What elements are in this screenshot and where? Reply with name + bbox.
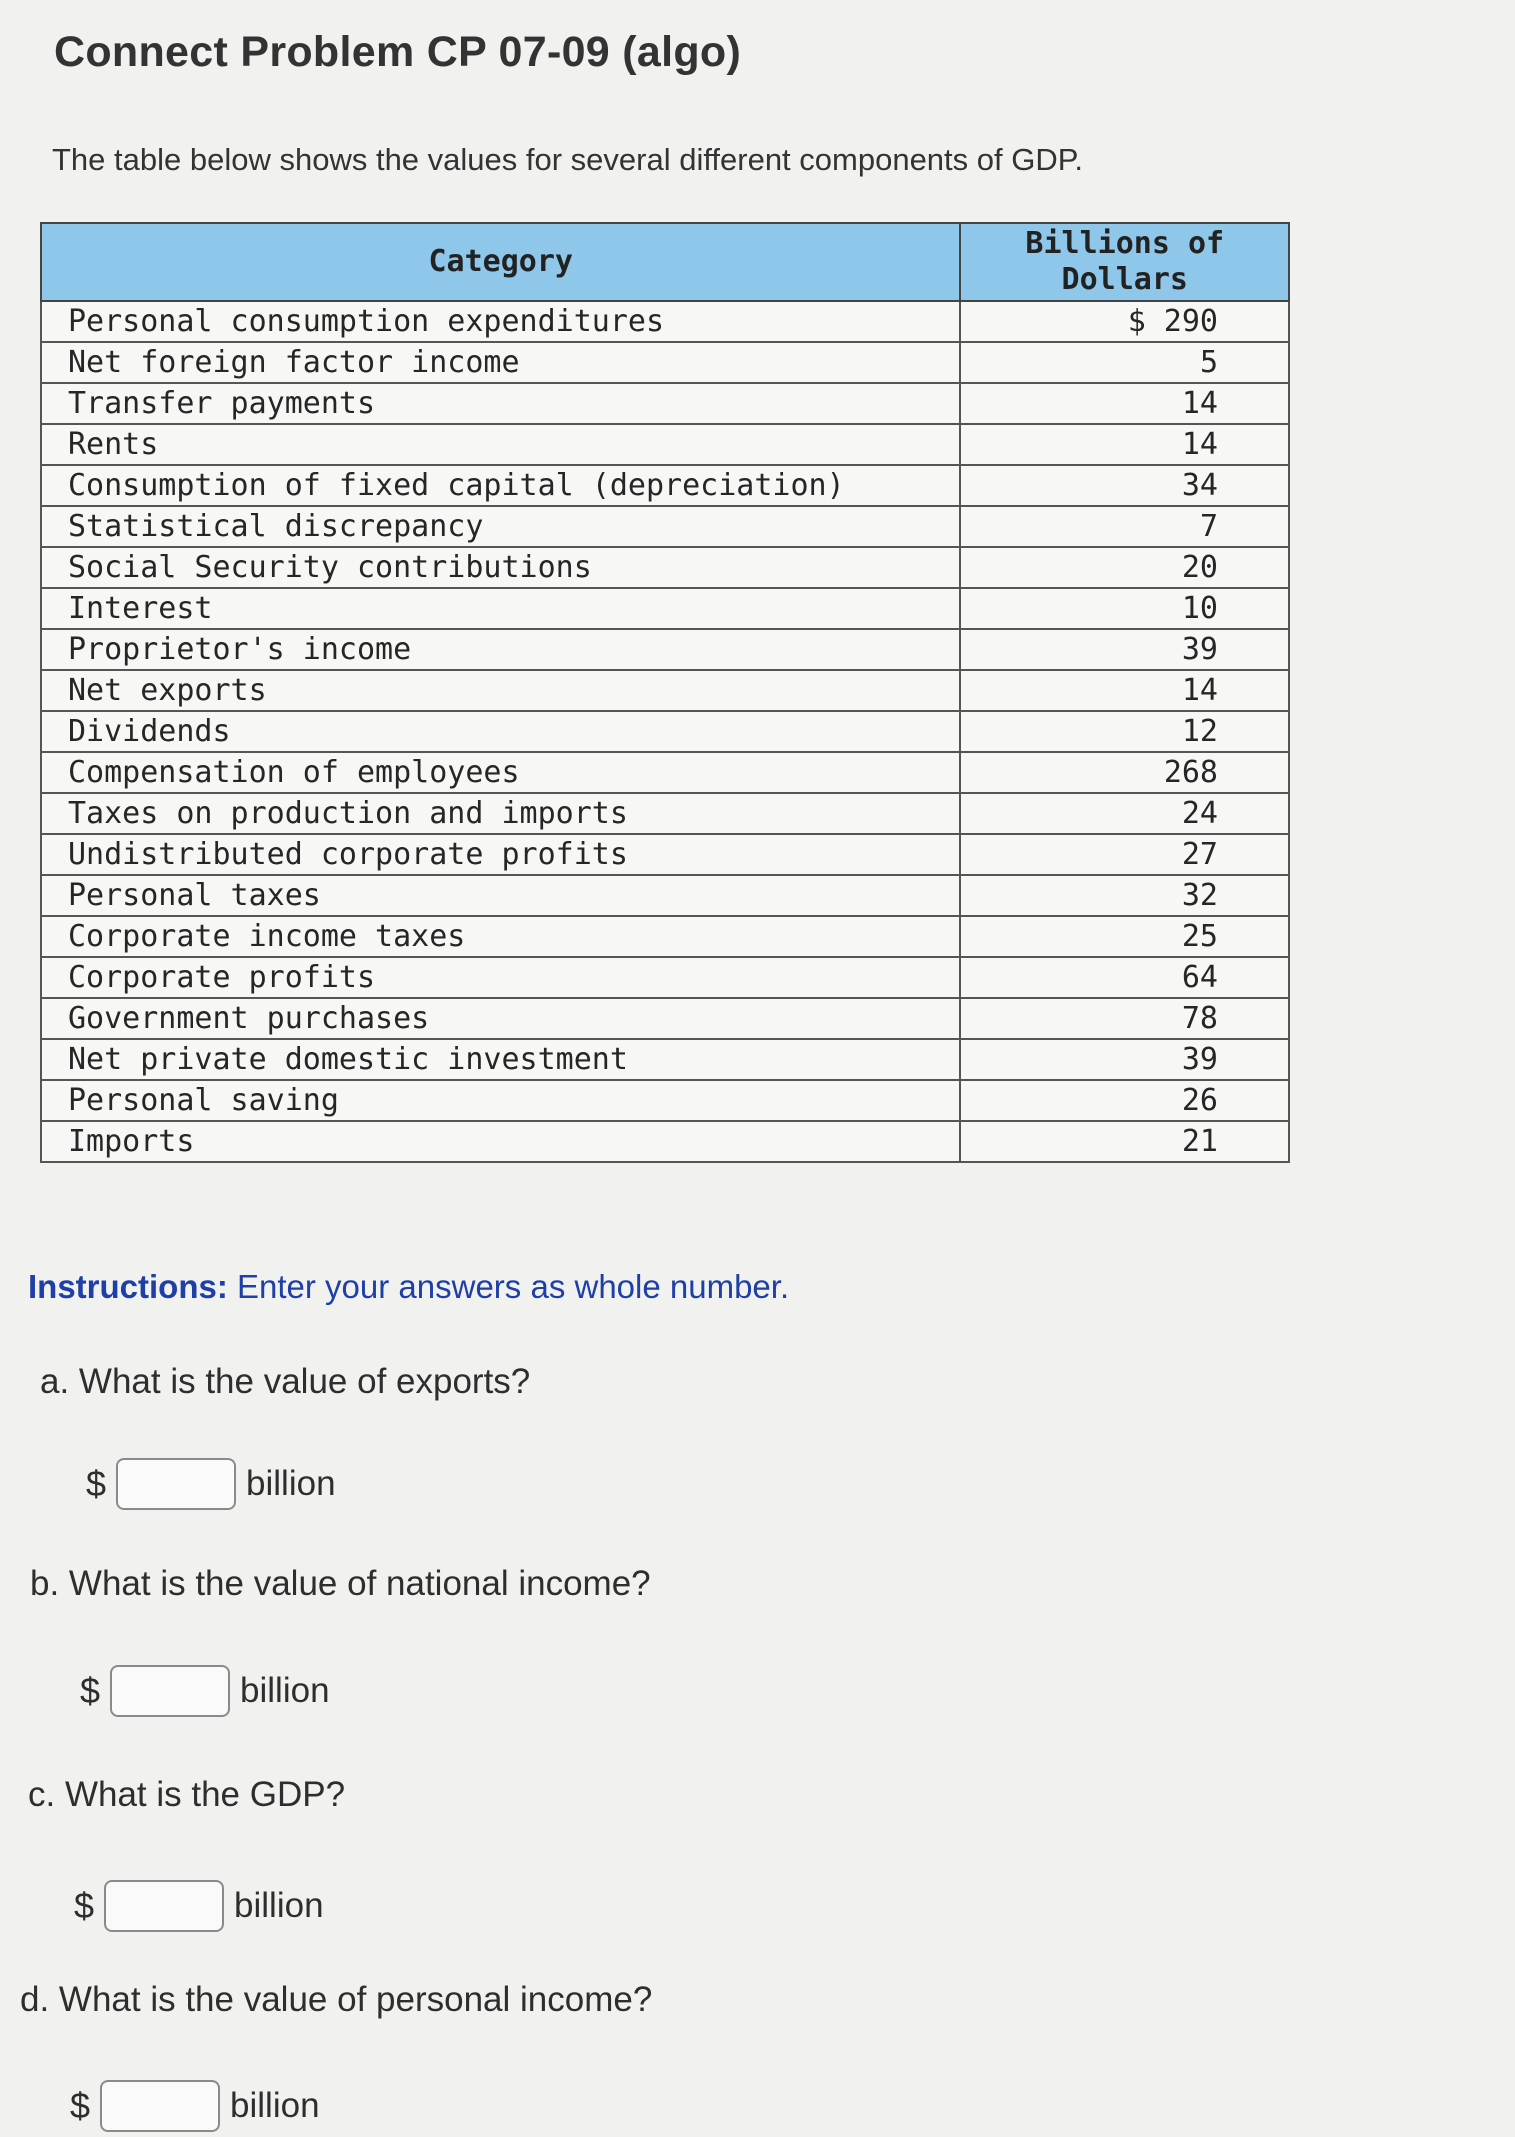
table-row xyxy=(41,465,1289,506)
table-row xyxy=(41,1121,1289,1162)
value-cell: 14 xyxy=(960,424,1289,465)
category-cell: Net foreign factor income xyxy=(41,342,960,383)
value-cell: 32 xyxy=(960,875,1289,916)
instructions-text: Enter your answers as whole number. xyxy=(227,1268,790,1305)
table-row xyxy=(41,711,1289,752)
gdp-components-table xyxy=(40,222,1290,1163)
page-title: Connect Problem CP 07-09 (algo) xyxy=(54,28,742,76)
value-cell: 10 xyxy=(960,588,1289,629)
value-cell: 39 xyxy=(960,1039,1289,1080)
table-row xyxy=(41,342,1289,383)
category-cell: Rents xyxy=(41,424,960,465)
category-cell: Consumption of fixed capital (depreciation) xyxy=(41,465,960,506)
category-cell: Corporate profits xyxy=(41,957,960,998)
category-column-header: Category xyxy=(41,223,960,301)
currency-symbol: $ xyxy=(80,1670,101,1711)
gdp-input[interactable] xyxy=(104,1880,224,1932)
table-row xyxy=(41,916,1289,957)
table-row xyxy=(41,670,1289,711)
category-cell: Social Security contributions xyxy=(41,547,960,588)
table-row xyxy=(41,875,1289,916)
table-body xyxy=(41,301,1289,1162)
table-row xyxy=(41,834,1289,875)
table-row xyxy=(41,1080,1289,1121)
value-cell: 39 xyxy=(960,629,1289,670)
category-cell: Interest xyxy=(41,588,960,629)
unit-label: billion xyxy=(234,1886,324,1925)
value-column-header: Billions of Dollars xyxy=(960,223,1289,301)
table-row xyxy=(41,383,1289,424)
table-row xyxy=(41,301,1289,342)
answer-row-a xyxy=(86,1458,336,1510)
value-cell: 21 xyxy=(960,1121,1289,1162)
table-row xyxy=(41,588,1289,629)
category-cell: Statistical discrepancy xyxy=(41,506,960,547)
value-cell: 26 xyxy=(960,1080,1289,1121)
category-cell: Net private domestic investment xyxy=(41,1039,960,1080)
category-cell: Dividends xyxy=(41,711,960,752)
intro-text: The table below shows the values for several different components of GDP. xyxy=(52,142,1084,177)
value-cell: 25 xyxy=(960,916,1289,957)
category-cell: Personal saving xyxy=(41,1080,960,1121)
category-cell: Transfer payments xyxy=(41,383,960,424)
national-income-input[interactable] xyxy=(110,1665,230,1717)
category-cell: Corporate income taxes xyxy=(41,916,960,957)
value-cell: 27 xyxy=(960,834,1289,875)
category-cell: Personal taxes xyxy=(41,875,960,916)
table-row xyxy=(41,424,1289,465)
table-row xyxy=(41,793,1289,834)
currency-symbol: $ xyxy=(86,1463,107,1504)
table-header-row xyxy=(41,223,1289,301)
category-cell: Proprietor's income xyxy=(41,629,960,670)
category-cell: Undistributed corporate profits xyxy=(41,834,960,875)
table-row xyxy=(41,752,1289,793)
unit-label: billion xyxy=(240,1671,330,1710)
answer-row-b xyxy=(80,1665,330,1717)
table-row xyxy=(41,547,1289,588)
instructions-label: Instructions: xyxy=(28,1268,228,1305)
table-row xyxy=(41,998,1289,1039)
unit-label: billion xyxy=(246,1464,336,1503)
value-cell: 24 xyxy=(960,793,1289,834)
value-cell: 7 xyxy=(960,506,1289,547)
category-cell: Compensation of employees xyxy=(41,752,960,793)
table-row xyxy=(41,1039,1289,1080)
value-cell: 12 xyxy=(960,711,1289,752)
value-cell: 20 xyxy=(960,547,1289,588)
value-cell: 78 xyxy=(960,998,1289,1039)
value-cell: $ 290 xyxy=(960,301,1289,342)
category-cell: Personal consumption expenditures xyxy=(41,301,960,342)
unit-label: billion xyxy=(230,2086,320,2125)
category-cell: Government purchases xyxy=(41,998,960,1039)
value-cell: 14 xyxy=(960,383,1289,424)
currency-symbol: $ xyxy=(74,1885,95,1926)
exports-input[interactable] xyxy=(116,1458,236,1510)
personal-income-input[interactable] xyxy=(100,2080,220,2132)
value-cell: 268 xyxy=(960,752,1289,793)
value-cell: 64 xyxy=(960,957,1289,998)
table-row xyxy=(41,957,1289,998)
question-d: d. What is the value of personal income? xyxy=(20,1980,653,2019)
value-cell: 34 xyxy=(960,465,1289,506)
instructions xyxy=(28,1268,789,1306)
category-cell: Net exports xyxy=(41,670,960,711)
value-cell: 14 xyxy=(960,670,1289,711)
question-b: b. What is the value of national income? xyxy=(30,1564,651,1603)
answer-row-d xyxy=(70,2080,320,2132)
value-cell: 5 xyxy=(960,342,1289,383)
question-a: a. What is the value of exports? xyxy=(40,1362,531,1401)
table-row xyxy=(41,506,1289,547)
table-row xyxy=(41,629,1289,670)
category-cell: Taxes on production and imports xyxy=(41,793,960,834)
question-c: c. What is the GDP? xyxy=(28,1775,346,1814)
answer-row-c xyxy=(74,1880,324,1932)
category-cell: Imports xyxy=(41,1121,960,1162)
currency-symbol: $ xyxy=(70,2085,91,2126)
